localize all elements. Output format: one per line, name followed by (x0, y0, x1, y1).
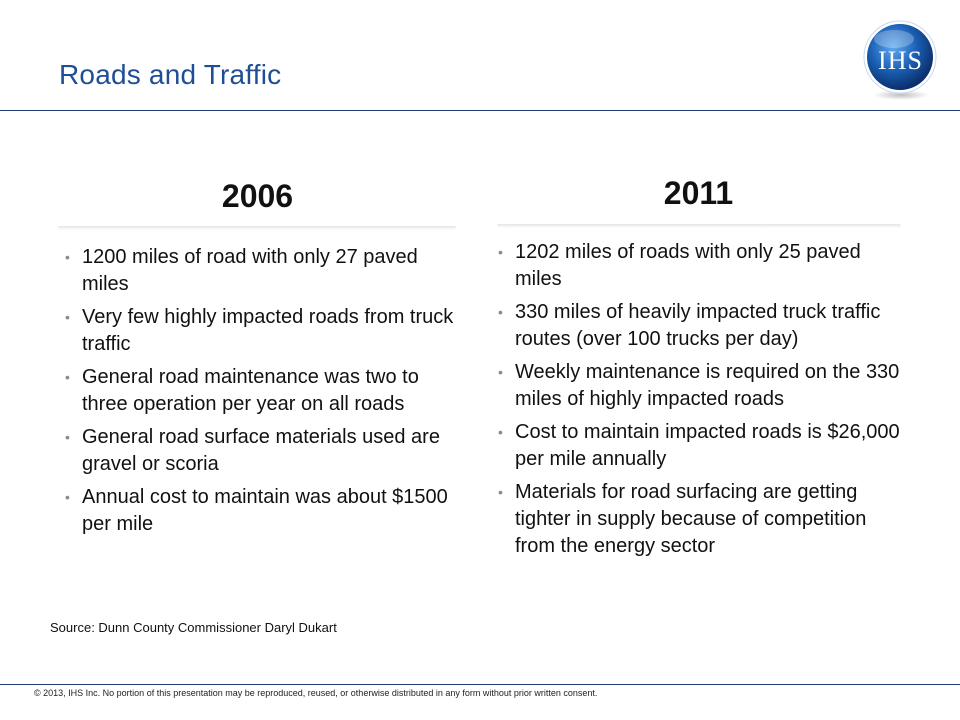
bullet-icon: • (65, 309, 70, 325)
bullet-icon: • (65, 249, 70, 265)
bullet-icon: • (65, 429, 70, 445)
column-divider-right (497, 224, 901, 228)
bullet-icon: • (498, 304, 503, 320)
copyright-footer: © 2013, IHS Inc. No portion of this presentation may be reproduced, reused, or otherwise distributed in any form without prior written consent. (34, 688, 598, 698)
bullet-list-2011 (495, 239, 905, 566)
bullet-icon: • (498, 364, 503, 380)
bullet-icon: • (498, 424, 503, 440)
bullet-text: Very few highly impacted roads from truck traffic (82, 306, 454, 355)
list-item (62, 244, 462, 298)
list-item (495, 299, 905, 353)
list-item (495, 419, 905, 473)
logo-text: IHS (878, 46, 923, 75)
bullet-text: 1202 miles of roads with only 25 paved miles (515, 241, 861, 290)
list-item (62, 364, 462, 418)
year-heading-2011: 2011 (663, 175, 734, 211)
list-item (495, 479, 905, 560)
column-divider-left (58, 226, 456, 230)
bullet-icon: • (65, 369, 70, 385)
year-heading-2006: 2006 (221, 178, 294, 214)
bullet-text: Materials for road surfacing are getting tighter in supply because of competition from the energy sector (515, 481, 867, 557)
bullet-text: Annual cost to maintain was about $1500 per mile (82, 486, 448, 535)
list-item (495, 239, 905, 293)
bullet-text: General road surface materials used are gravel or scoria (82, 426, 440, 475)
bullet-text: General road maintenance was two to three operation per year on all roads (82, 366, 419, 415)
list-item (495, 359, 905, 413)
ihs-logo (862, 19, 939, 101)
footer-divider (0, 684, 960, 685)
bullet-text: Weekly maintenance is required on the 330 miles of highly impacted roads (515, 361, 900, 410)
bullet-list-2006 (62, 244, 462, 544)
bullet-text: 330 miles of heavily impacted truck traffic routes (over 100 trucks per day) (515, 301, 881, 350)
title-divider (0, 110, 960, 111)
source-note: Source: Dunn County Commissioner Daryl Dukart (50, 620, 337, 635)
slide-title: Roads and Traffic (59, 59, 282, 90)
list-item (62, 304, 462, 358)
list-item (62, 484, 462, 538)
bullet-icon: • (498, 244, 503, 260)
bullet-icon: • (498, 484, 503, 500)
bullet-text: Cost to maintain impacted roads is $26,000 per mile annually (515, 421, 900, 470)
bullet-text: 1200 miles of road with only 27 paved miles (82, 246, 418, 295)
list-item (62, 424, 462, 478)
bullet-icon: • (65, 489, 70, 505)
